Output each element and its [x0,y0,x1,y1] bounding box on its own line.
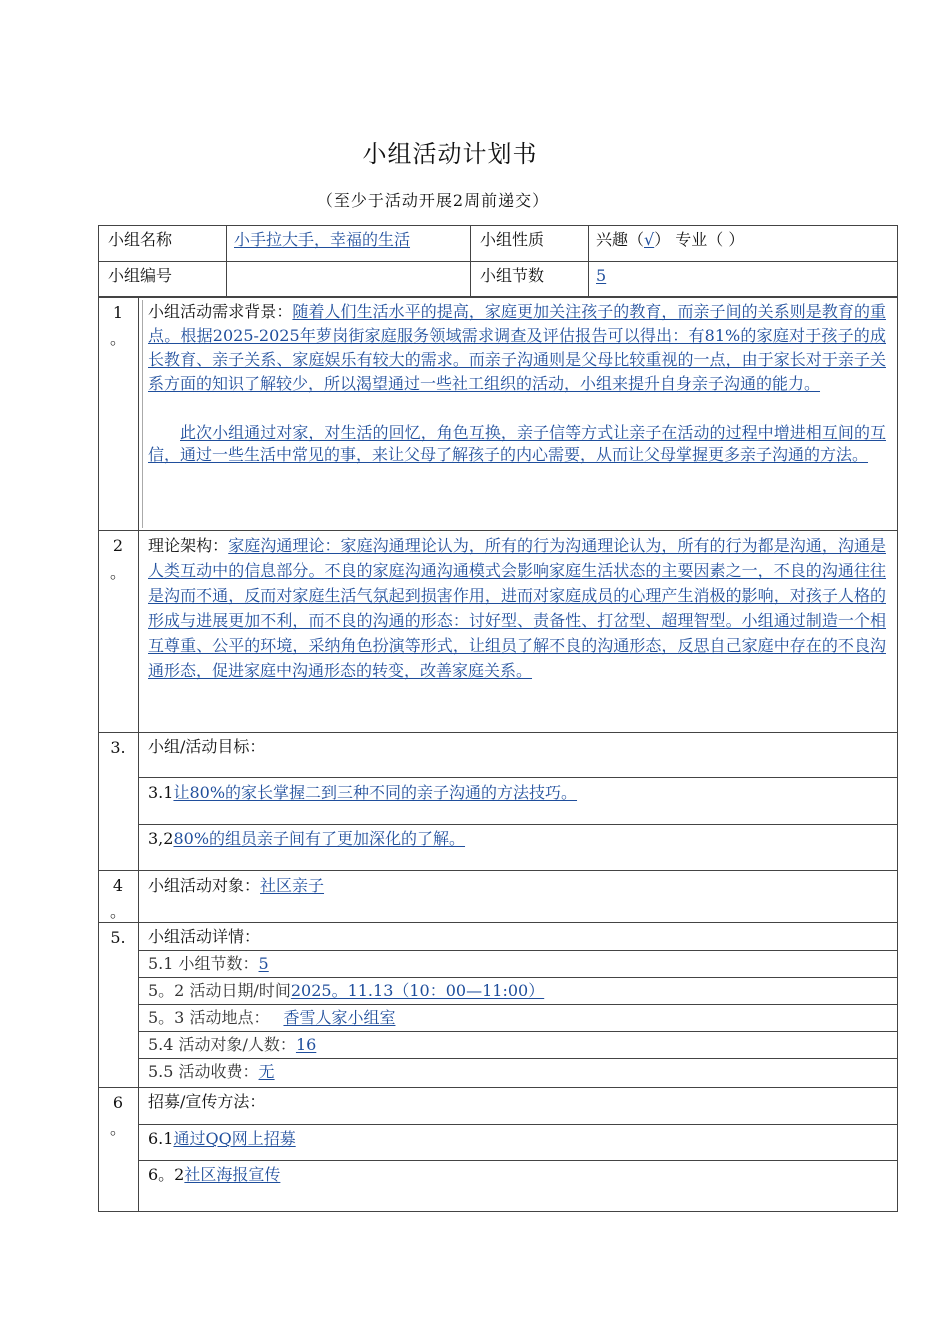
sec6-label: 招募/宣传方法： [148,1092,266,1111]
sec1-body: 随着人们生活水平的提高，家庭更加关注孩子的教育，而亲子间的关系则是教育的重点。根据2025-2025年萝岗街家庭服务领域需求调查及评估报告可以得出：有81%的家庭对于孩子的成长教育、亲子关系、家庭娱乐有较大的需求。而亲子沟通则是父母比较重视的一点，由于家长对于亲子关系方面的知识了解较少，所以渴望通过一些社工组织的活动，小组来提升自身亲子沟通的能力。 [148,302,886,393]
sec5-number: 5. [110,928,126,947]
sec4-value: 社区亲子 [260,876,325,895]
sec6-number-mark: 。 [109,1119,126,1138]
sec3-label: 小组/活动目标： [148,737,266,756]
sec6-method-1 [148,1128,296,1150]
sec2-number-mark: 。 [109,563,126,582]
fee-value: 无 [258,1062,275,1081]
sec2-theory [148,533,886,683]
sec1-label: 小组活动需求背景： [148,302,293,321]
group-sessions-value: 5 [596,266,607,285]
location-value: 香雪人家小组室 [283,1008,396,1027]
doc-title: 小组活动计划书 [362,140,538,168]
goal-1-prefix: 3.1 [148,783,174,802]
nature-interest-text: 兴趣（ [596,230,645,249]
participants-label: 5.4 活动对象/人数： [148,1035,296,1054]
group-nature-value [596,229,744,251]
sec6-number: 6 [112,1093,124,1112]
method-1-prefix: 6.1 [148,1129,174,1148]
sec5-sub-divider-2 [138,977,898,978]
sec5-row-sessions [148,953,269,975]
group-name-label: 小组名称 [108,230,173,249]
number-column-divider [138,297,139,1212]
sec1-number: 1 [112,303,124,322]
group-name-value: 小手拉大手，幸福的生活 [234,230,411,249]
sec5-sub-divider-1 [138,950,898,951]
sec2-label: 理论架构： [148,536,229,555]
method-2-prefix: 6。2 [148,1165,185,1184]
sessions-value: 5 [258,954,269,973]
sec6-sub-divider-1 [138,1124,898,1125]
nature-rest-text: ） 专业（ ） [654,230,745,249]
header-col-divider-3 [588,225,589,297]
sec5-label: 小组活动详情： [148,927,261,946]
sec3-goal-1 [148,782,577,804]
sec4-number: 4 [112,876,124,895]
sessions-label: 5.1 小组节数： [148,954,259,973]
method-2-text: 社区海报宣传 [184,1165,281,1184]
sec4-target [148,875,324,897]
sec5-row-participants [148,1034,316,1056]
location-label: 5。3 活动地点： [148,1008,270,1027]
doc-subtitle: （至少于活动开展2周前递交） [316,191,550,210]
sec6-method-2 [148,1164,280,1186]
sec5-row-fee [148,1061,275,1083]
sec4-label: 小组活动对象： [148,876,261,895]
method-1-text: 通过QQ网上招募 [173,1129,296,1148]
sec3-sub-divider-2 [138,824,898,825]
participants-value: 16 [295,1035,317,1054]
sec5-sub-divider-3 [138,1004,898,1005]
datetime-label: 5。2 活动日期/时间 [148,981,291,1000]
sec2-number: 2 [112,536,124,555]
sec5-sub-divider-5 [138,1058,898,1059]
goal-2-text: 80%的组员亲子间有了更加深化的了解。 [173,829,466,848]
sec1-background [148,300,886,396]
sec4-divider [98,922,898,923]
sec3-goal-2 [148,828,465,850]
header-col-divider-2 [470,225,471,297]
sec1-body-2: 此次小组通过对家，对生活的回忆，角色互换，亲子信等方式让亲子在活动的过程中增进相互间的互信，通过一些生活中常见的事，来让父母了解孩子的内心需要，从而让父母掌握更多亲子沟通的方法。 [148,423,886,464]
group-code-label: 小组编号 [108,266,173,285]
sec5-divider [98,1087,898,1088]
sec4-number-mark: 。 [109,902,126,921]
nature-check-mark: √ [644,230,655,249]
sec5-sub-divider-4 [138,1031,898,1032]
header-row-divider [98,261,898,262]
sec3-number: 3. [110,738,126,757]
sec3-divider [98,870,898,871]
sec1-divider [98,530,898,531]
goal-2-prefix: 3,2 [148,829,174,848]
sec1-number-mark: 。 [109,329,126,348]
goal-1-text: 让80%的家长掌握二到三种不同的亲子沟通的方法技巧。 [173,783,578,802]
sec3-sub-divider-1 [138,777,898,778]
header-col-divider-1 [226,225,227,297]
sec5-row-location [148,1007,395,1029]
sec1-body-2-wrap [148,422,886,466]
group-sessions-label: 小组节数 [480,266,545,285]
sec2-body: 家庭沟通理论：家庭沟通理论认为，所有的行为沟通理论认为，所有的行为都是沟通，沟通是人类互动中的信息部分。不良的家庭沟通沟通模式会影响家庭生活状态的主要因素之一，不良的沟通往往是沟而不通，反而对家庭生活气氛起到损害作用，进而对家庭成员的心理产生消极的影响，对孩子人格的形成与进展更加不利，而不良的沟通的形态：讨好型、责备性、打岔型、超理智型。小组通过制造一个相互尊重、公平的环境，采纳角色扮演等形式，让组员了解不良的沟通形态，反思自己家庭中存在的不良沟通形态，促进家庭中沟通形态的转变，改善家庭关系。 [148,536,886,680]
sec6-sub-divider-2 [138,1160,898,1161]
sec5-row-datetime [148,980,544,1002]
sec2-divider [98,732,898,733]
sec1-inner-guide [142,300,143,528]
group-nature-label: 小组性质 [480,230,545,249]
datetime-value: 2025。11.13（10：00—11:00） [290,981,545,1000]
fee-label: 5.5 活动收费： [148,1062,259,1081]
